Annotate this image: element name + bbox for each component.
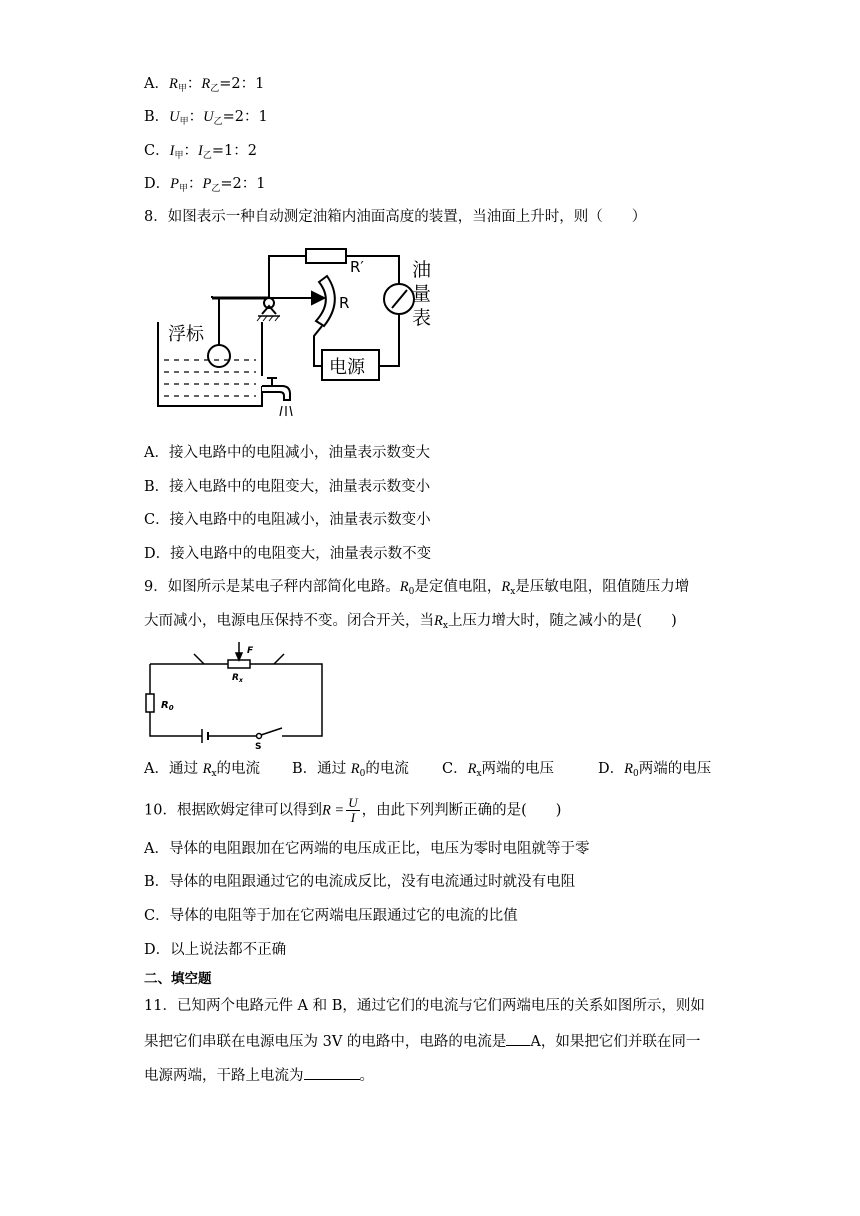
q10-option-b: B．导体的电阻跟通过它的电流成反比，没有电流通过时就没有电阻	[144, 874, 576, 890]
circuit-wire-left-bottom	[314, 326, 322, 366]
power-label: 电源	[329, 357, 365, 378]
answer-blank-2[interactable]	[304, 1065, 360, 1080]
q9-option-d: D．$R_0$两端的电压	[598, 761, 712, 779]
force-arrow	[236, 653, 242, 660]
q11-line2: 果把它们串联在电源电压为 3V 的电路中，电路的电流是 A，如果把它们并联在同一	[144, 1031, 700, 1052]
q9-option-a: A．通过 $R_x$的电流	[144, 761, 261, 779]
scale-circuit-diagram	[144, 640, 334, 752]
ohms-law-fraction: $\frac{U}{I}$	[348, 795, 358, 825]
q11-line3: 电源两端，干路上电流为 。	[144, 1065, 374, 1086]
section-heading: 二、填空题	[144, 971, 212, 987]
drain-tap	[262, 386, 290, 400]
oil-gauge-diagram	[144, 236, 444, 432]
svg-text:Rx: $R_x$	[232, 673, 243, 684]
meter-label-2: 量	[412, 283, 432, 305]
svg-text:F: F	[247, 646, 254, 656]
svg-text:R0: $R_0$	[161, 700, 174, 712]
q10-stem: 10．根据欧姆定律可以得到R = $\frac{U}{I}$ ，由此下列判断正确的是( )	[144, 795, 562, 825]
q8-option-c: C．接入电路中的电阻减小，油量表示数变小	[144, 512, 431, 528]
meter-label-3: 表	[412, 307, 432, 329]
float-ball	[208, 345, 230, 367]
q11-line1: 11．已知两个电路元件 A 和 B，通过它们的电流与它们两端电压的关系如图所示，则如	[144, 998, 705, 1014]
q8-option-d: D．接入电路中的电阻变大，油量表示数不变	[144, 546, 432, 562]
q8-option-b: B．接入电路中的电阻变大，油量表示数变小	[144, 479, 431, 495]
q8-option-a: A．接入电路中的电阻减小，油量表示数变大	[144, 445, 430, 461]
q10-option-a: A．导体的电阻跟加在它两端的电压成正比，电压为零时电阻就等于零	[144, 841, 590, 857]
fixed-resistor-r0	[146, 694, 154, 712]
q9-option-c: C．$R_x$两端的电压	[442, 761, 555, 779]
svg-text:S: S	[255, 742, 262, 752]
q8-stem: 8．如图表示一种自动测定油箱内油面高度的装置，当油面上升时，则（ ）	[144, 209, 647, 225]
q9-stem-line1: 9．如图所示是某电子秤内部简化电路。$R_0$是定值电阻，$R_x$是压敏电阻，阻值随压力增	[144, 579, 690, 597]
float-label: 浮标	[168, 324, 204, 345]
meter-label-1: 油	[412, 259, 432, 281]
switch-s	[257, 734, 262, 739]
circuit-wire-top	[269, 256, 306, 298]
r-prime-label: R′	[350, 258, 364, 276]
q9-stem-line2: 大而减小，电源电压保持不变。闭合开关，当$R_x$上压力增大时，随之减小的是( )	[144, 613, 677, 631]
q7-option-c: C．$I_甲$：$I_乙=1$：2	[144, 143, 257, 161]
q7-option-b: B．$U_甲$：$U_乙=2$：1	[144, 109, 268, 127]
answer-blank-1[interactable]	[506, 1031, 530, 1046]
q7-option-a: A．$R_甲$：$R_乙=2$：1	[144, 76, 265, 94]
circuit-wire-right-bottom	[379, 314, 399, 366]
q9-option-b: B．通过 $R_0$的电流	[292, 761, 409, 779]
lever-arrow	[312, 292, 324, 304]
resistor-r-prime	[306, 249, 346, 263]
q10-option-d: D．以上说法都不正确	[144, 942, 287, 958]
q10-option-c: C．导体的电阻等于加在它两端电压跟通过它的电流的比值	[144, 908, 518, 924]
r-label: R	[339, 294, 350, 312]
q9-options	[144, 759, 711, 781]
q7-option-d: D．$P_甲$：$P_乙=2$：1	[144, 176, 266, 194]
